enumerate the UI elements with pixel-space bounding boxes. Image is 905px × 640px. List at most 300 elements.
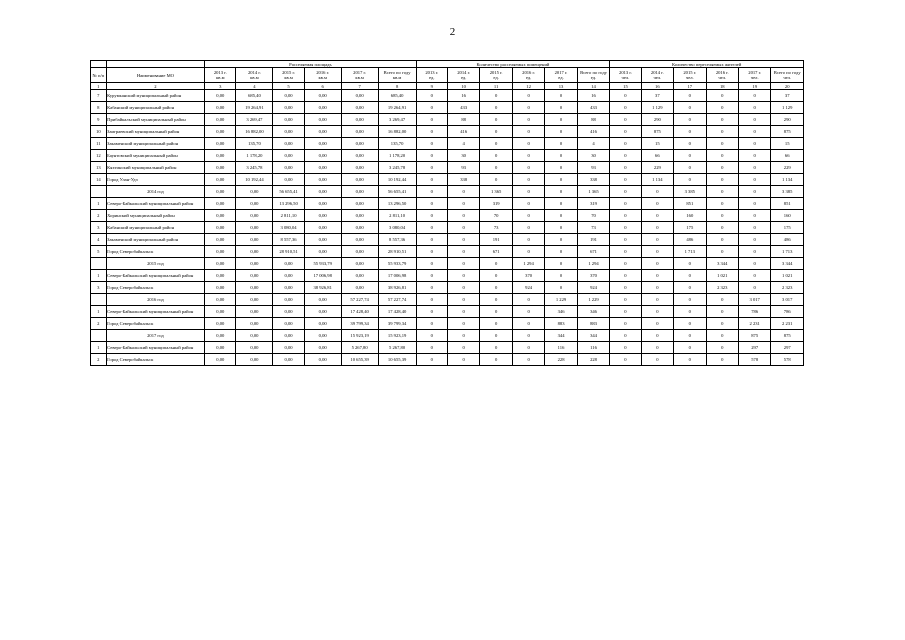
cell-people: 0 [674,138,706,150]
cell-items: 0 [545,258,577,270]
header-year-people: 2013 г. чел. [610,68,641,83]
cell-people: 0 [706,198,738,210]
cell-items: 73 [480,222,512,234]
cell-area: 0,00 [205,198,236,210]
row-number: 7 [91,90,107,102]
row-name: 2015 год [106,258,204,270]
row-name: Курумканский муниципальный район [106,90,204,102]
cell-people: 0 [738,90,770,102]
row-number: 8 [91,102,107,114]
cell-area: 0,00 [304,318,341,330]
cell-area: 0,00 [236,246,273,258]
year-summary-row [91,258,804,270]
cell-area: 0,00 [205,270,236,282]
cell-people: 0 [641,246,673,258]
row-name: Кабанский муниципальный район [106,102,204,114]
cell-items: 338 [577,174,610,186]
row-number: 3 [91,282,107,294]
cell-items: 0 [416,222,447,234]
cell-area: 0,00 [304,342,341,354]
cell-items: 0 [447,234,479,246]
cell-people: 2 231 [738,318,770,330]
cell-area: 0,00 [341,138,378,150]
cell-area: 0,00 [273,354,304,366]
cell-items: 0 [447,342,479,354]
cell-items: 0 [480,294,512,306]
cell-items: 1 229 [545,294,577,306]
cell-items: 116 [545,342,577,354]
cell-items: 228 [545,354,577,366]
column-number: 3 [205,83,236,90]
cell-people: 0 [674,270,706,282]
cell-area: 19 264,91 [236,102,273,114]
cell-area: 0,00 [205,114,236,126]
cell-items: 228 [577,354,610,366]
cell-people: 0 [738,138,770,150]
cell-items: 88 [577,114,610,126]
cell-people: 0 [738,258,770,270]
row-name: Город Северобайкальск [106,282,204,294]
cell-items: 0 [480,114,512,126]
cell-items: 0 [512,318,544,330]
cell-items: 16 [577,90,610,102]
cell-items: 4 [577,138,610,150]
column-number: 4 [236,83,273,90]
cell-area: 0,00 [205,258,236,270]
cell-area: 3 245,78 [378,162,416,174]
cell-people: 0 [738,282,770,294]
cell-area: 0,00 [341,150,378,162]
cell-people: 37 [771,90,804,102]
cell-area: 0,00 [205,282,236,294]
cell-people: 0 [674,354,706,366]
cell-items: 0 [416,90,447,102]
cell-items: 191 [480,234,512,246]
cell-items: 0 [416,330,447,342]
cell-items: 0 [512,90,544,102]
cell-people: 0 [610,294,641,306]
row-name: Заиграевский муниципальный район [106,126,204,138]
column-number: 20 [771,83,804,90]
row-number: 12 [91,150,107,162]
cell-items: 0 [545,150,577,162]
cell-items: 883 [545,318,577,330]
cell-area: 0,00 [236,198,273,210]
cell-area: 13 296,50 [378,198,416,210]
cell-items: 0 [545,186,577,198]
cell-items: 93 [577,162,610,174]
row-number: 5 [91,246,107,258]
cell-people: 290 [641,114,673,126]
cell-area: 685,40 [378,90,416,102]
cell-items: 0 [416,318,447,330]
cell-area: 39 799,34 [341,318,378,330]
row-name: 2016 год [106,294,204,306]
cell-people: 0 [706,114,738,126]
cell-items: 0 [447,258,479,270]
cell-area: 0,00 [273,138,304,150]
row-number: 10 [91,126,107,138]
cell-area: 0,00 [341,234,378,246]
cell-people: 0 [738,126,770,138]
cell-area: 55 933,79 [378,258,416,270]
cell-area: 10 655,39 [341,354,378,366]
cell-area: 0,00 [273,282,304,294]
row-name: Северо-Байкальский муниципальный район [106,306,204,318]
cell-people: 0 [610,258,641,270]
table-row [91,246,804,258]
row-name: 2017 год [106,330,204,342]
row-number: 1 [91,306,107,318]
cell-items: 0 [545,114,577,126]
table-row [91,282,804,294]
cell-people: 0 [610,174,641,186]
cell-people: 0 [738,114,770,126]
cell-people: 0 [674,102,706,114]
column-number: 11 [480,83,512,90]
cell-items: 0 [416,342,447,354]
row-name: Закаменский муниципальный район [106,234,204,246]
cell-area: 0,00 [273,270,304,282]
year-summary-row [91,330,804,342]
cell-items: 433 [577,102,610,114]
cell-items: 0 [447,354,479,366]
table-row [91,342,804,354]
cell-area: 0,00 [304,354,341,366]
cell-people: 1 129 [641,102,673,114]
cell-people: 0 [641,210,673,222]
cell-people: 0 [674,90,706,102]
header-year-people: 2016 г. чел. [706,68,738,83]
cell-people: 175 [674,222,706,234]
table-row [91,306,804,318]
cell-area: 13 296,50 [273,198,304,210]
cell-area: 38 926,81 [304,282,341,294]
row-number: 13 [91,162,107,174]
cell-items: 0 [416,102,447,114]
row-name: Северо-Байкальский муниципальный район [106,342,204,354]
cell-area: 0,00 [304,138,341,150]
cell-items: 0 [416,114,447,126]
cell-items: 16 [447,90,479,102]
cell-items: 0 [512,162,544,174]
cell-people: 37 [641,90,673,102]
cell-area: 55 933,79 [304,258,341,270]
cell-people: 0 [706,306,738,318]
cell-people: 786 [771,306,804,318]
cell-area: 0,00 [304,162,341,174]
cell-people: 0 [738,270,770,282]
row-name: Город Северобайкальск [106,246,204,258]
cell-area: 0,00 [304,102,341,114]
years-header-row [91,68,804,83]
cell-items: 0 [480,162,512,174]
cell-people: 0 [641,354,673,366]
cell-area: 0,00 [341,270,378,282]
cell-area: 17 428,40 [378,306,416,318]
table-row [91,222,804,234]
column-number: 8 [378,83,416,90]
cell-items: 30 [447,150,479,162]
cell-area: 0,00 [205,174,236,186]
cell-area: 0,00 [236,222,273,234]
cell-area: 0,00 [205,342,236,354]
cell-area: 0,00 [273,174,304,186]
cell-people: 0 [738,246,770,258]
cell-area: 0,00 [205,150,236,162]
cell-items: 0 [512,246,544,258]
cell-area: 0,00 [341,258,378,270]
cell-items: 0 [480,126,512,138]
cell-area: 0,00 [341,246,378,258]
cell-area: 28 910,51 [378,246,416,258]
cell-area: 0,00 [205,102,236,114]
cell-area: 16 882,00 [236,126,273,138]
table-header [91,61,804,90]
cell-items: 0 [447,306,479,318]
cell-people: 0 [641,330,673,342]
cell-people: 3 017 [771,294,804,306]
column-number: 16 [641,83,673,90]
cell-items: 0 [545,246,577,258]
cell-items: 0 [416,306,447,318]
cell-people: 0 [674,282,706,294]
column-number: 12 [512,83,544,90]
cell-items: 0 [447,270,479,282]
cell-people: 0 [706,222,738,234]
column-number: 18 [706,83,738,90]
header-year-items: 2017 г. ед. [545,68,577,83]
cell-area: 57 227,74 [341,294,378,306]
cell-items: 1 229 [577,294,610,306]
cell-items: 0 [512,186,544,198]
table-row [91,270,804,282]
cell-people: 0 [641,282,673,294]
cell-area: 0,00 [341,198,378,210]
cell-items: 0 [545,162,577,174]
cell-people: 0 [610,90,641,102]
row-number [91,186,107,198]
year-summary-row [91,294,804,306]
cell-items: 0 [512,354,544,366]
cell-people: 0 [706,126,738,138]
column-numbers-row [91,83,804,90]
cell-area: 0,00 [205,306,236,318]
cell-items: 0 [480,258,512,270]
cell-people: 0 [738,210,770,222]
cell-items: 416 [577,126,610,138]
cell-area: 0,00 [205,222,236,234]
cell-people: 0 [610,342,641,354]
cell-area: 0,00 [205,354,236,366]
cell-items: 0 [512,234,544,246]
cell-items: 0 [545,210,577,222]
cell-items: 0 [416,198,447,210]
cell-items: 0 [480,318,512,330]
cell-items: 0 [480,330,512,342]
cell-people: 3 017 [738,294,770,306]
cell-people: 66 [641,150,673,162]
cell-items: 0 [545,222,577,234]
cell-people: 0 [706,354,738,366]
cell-people: 0 [641,258,673,270]
cell-items: 93 [447,162,479,174]
row-number: 1 [91,270,107,282]
cell-area: 1 178,20 [236,150,273,162]
cell-items: 0 [416,234,447,246]
cell-items: 0 [545,282,577,294]
cell-items: 0 [416,282,447,294]
cell-area: 10 192,44 [378,174,416,186]
cell-people: 0 [641,294,673,306]
cell-area: 0,00 [341,222,378,234]
row-name: Город Улан-Удэ [106,174,204,186]
cell-area: 0,00 [341,174,378,186]
cell-area: 0,00 [273,126,304,138]
cell-items: 0 [512,198,544,210]
cell-people: 1 129 [771,102,804,114]
cell-people: 0 [610,246,641,258]
table-row [91,114,804,126]
row-name: Баунтовский муниципальный район [106,150,204,162]
cell-area: 0,00 [304,126,341,138]
cell-people: 1 134 [771,174,804,186]
row-name: Северо-Байкальский муниципальный район [106,198,204,210]
cell-area: 10 655,39 [378,354,416,366]
cell-people: 0 [706,186,738,198]
table-row [91,162,804,174]
cell-area: 0,00 [236,258,273,270]
column-number: 6 [304,83,341,90]
cell-area: 0,00 [205,90,236,102]
cell-items: 0 [447,198,479,210]
cell-area: 685,40 [236,90,273,102]
cell-people: 0 [610,222,641,234]
cell-people: 0 [674,342,706,354]
cell-area: 0,00 [273,150,304,162]
cell-items: 0 [416,354,447,366]
cell-items: 346 [577,306,610,318]
cell-area: 5 267,80 [341,342,378,354]
cell-area: 0,00 [205,162,236,174]
cell-items: 0 [480,102,512,114]
column-number: 9 [416,83,447,90]
cell-people: 0 [674,114,706,126]
cell-area: 0,00 [236,294,273,306]
cell-area: 0,00 [273,330,304,342]
cell-items: 0 [480,150,512,162]
header-year-area: 2016 г. кв.м [304,68,341,83]
cell-people: 0 [706,318,738,330]
cell-area: 0,00 [304,306,341,318]
cell-items: 0 [545,234,577,246]
cell-people: 2 231 [771,318,804,330]
cell-items: 671 [577,246,610,258]
cell-items: 370 [577,270,610,282]
cell-items: 0 [416,162,447,174]
cell-items: 0 [480,174,512,186]
cell-people: 229 [641,162,673,174]
cell-items: 0 [447,318,479,330]
cell-people: 0 [706,162,738,174]
page-number: 2 [449,26,456,38]
cell-people: 0 [706,330,738,342]
header-year-people: 2017 г. чел. [738,68,770,83]
row-number: 14 [91,174,107,186]
cell-items: 416 [447,126,479,138]
header-year-people: 2015 г. чел. [674,68,706,83]
cell-people: 0 [738,150,770,162]
cell-area: 0,00 [304,198,341,210]
cell-items: 0 [512,330,544,342]
cell-people: 229 [771,162,804,174]
cell-area: 0,00 [304,90,341,102]
cell-people: 15 [641,138,673,150]
header-year-area: 2017 г. кв.м [341,68,378,83]
cell-people: 1 713 [771,246,804,258]
table-row [91,150,804,162]
cell-people: 0 [610,102,641,114]
table-row [91,318,804,330]
cell-items: 0 [480,90,512,102]
cell-people: 0 [641,306,673,318]
cell-people: 486 [771,234,804,246]
year-summary-row [91,186,804,198]
cell-area: 0,00 [273,162,304,174]
cell-area: 0,00 [273,258,304,270]
cell-people: 3 385 [674,186,706,198]
column-number: 19 [738,83,770,90]
cell-items: 0 [480,270,512,282]
cell-people: 0 [641,342,673,354]
column-number: 1 [91,83,107,90]
cell-area: 56 655,41 [378,186,416,198]
cell-area: 0,00 [205,126,236,138]
cell-area: 3 245,78 [236,162,273,174]
cell-items: 924 [577,282,610,294]
cell-people: 0 [674,318,706,330]
cell-people: 0 [610,306,641,318]
cell-items: 191 [577,234,610,246]
cell-area: 17 428,40 [341,306,378,318]
cell-people: 0 [706,246,738,258]
cell-items: 0 [545,90,577,102]
cell-people: 0 [610,270,641,282]
cell-area: 16 882,00 [378,126,416,138]
cell-area: 0,00 [341,90,378,102]
column-number: 10 [447,83,479,90]
cell-people: 0 [706,174,738,186]
cell-items: 0 [447,186,479,198]
cell-people: 0 [674,330,706,342]
cell-area: 3 269,47 [236,114,273,126]
cell-people: 578 [771,354,804,366]
cell-people: 0 [610,198,641,210]
cell-area: 135,70 [378,138,416,150]
cell-area: 57 227,74 [378,294,416,306]
cell-items: 338 [447,174,479,186]
cell-area: 0,00 [236,354,273,366]
cell-area: 0,00 [304,174,341,186]
cell-items: 346 [545,306,577,318]
row-number: 2 [91,318,107,330]
cell-people: 851 [771,198,804,210]
cell-items: 0 [447,222,479,234]
cell-items: 924 [512,282,544,294]
cell-area: 0,00 [236,318,273,330]
cell-people: 786 [738,306,770,318]
cell-area: 39 799,34 [378,318,416,330]
